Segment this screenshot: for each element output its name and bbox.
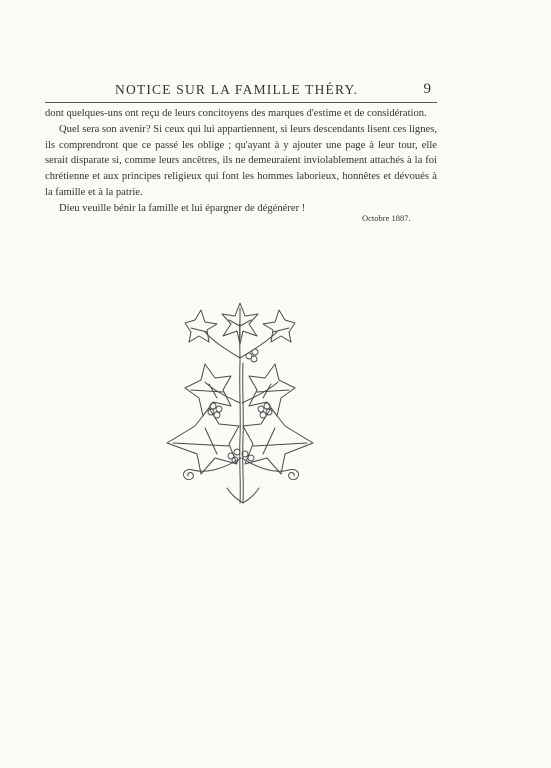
page-number: 9: [423, 81, 431, 97]
ivy-vine-ornament-icon: [165, 298, 315, 508]
paragraph-future: Quel sera son avenir? Si ceux qui lui appartiennent, si leurs descendants lisent ces lignes, ils comprendront que ce passé les oblige ; qu'ayant à y ajouter une page à leur tour, elle serait disparate si, comme leurs ancêtres, ils ne demeuraient inviolablement attachés à la foi chrétienne et aux principes religieux qui font les hommes laborieux, honnêtes et dévoués à la famille et à la patrie.: [45, 123, 437, 198]
running-header: [45, 80, 437, 103]
header-title: NOTICE SUR LA FAMILLE THÉRY.: [115, 82, 359, 97]
paragraph-continuation: dont quelques-uns ont reçu de leurs concitoyens des marques d'estime et de considération.: [45, 108, 427, 119]
body-text: [45, 106, 437, 217]
paragraph-blessing: Dieu veuille bénir la famille et lui épargner de dégénérer !: [59, 202, 306, 214]
date-signature: Octobre 1887.: [362, 213, 411, 223]
